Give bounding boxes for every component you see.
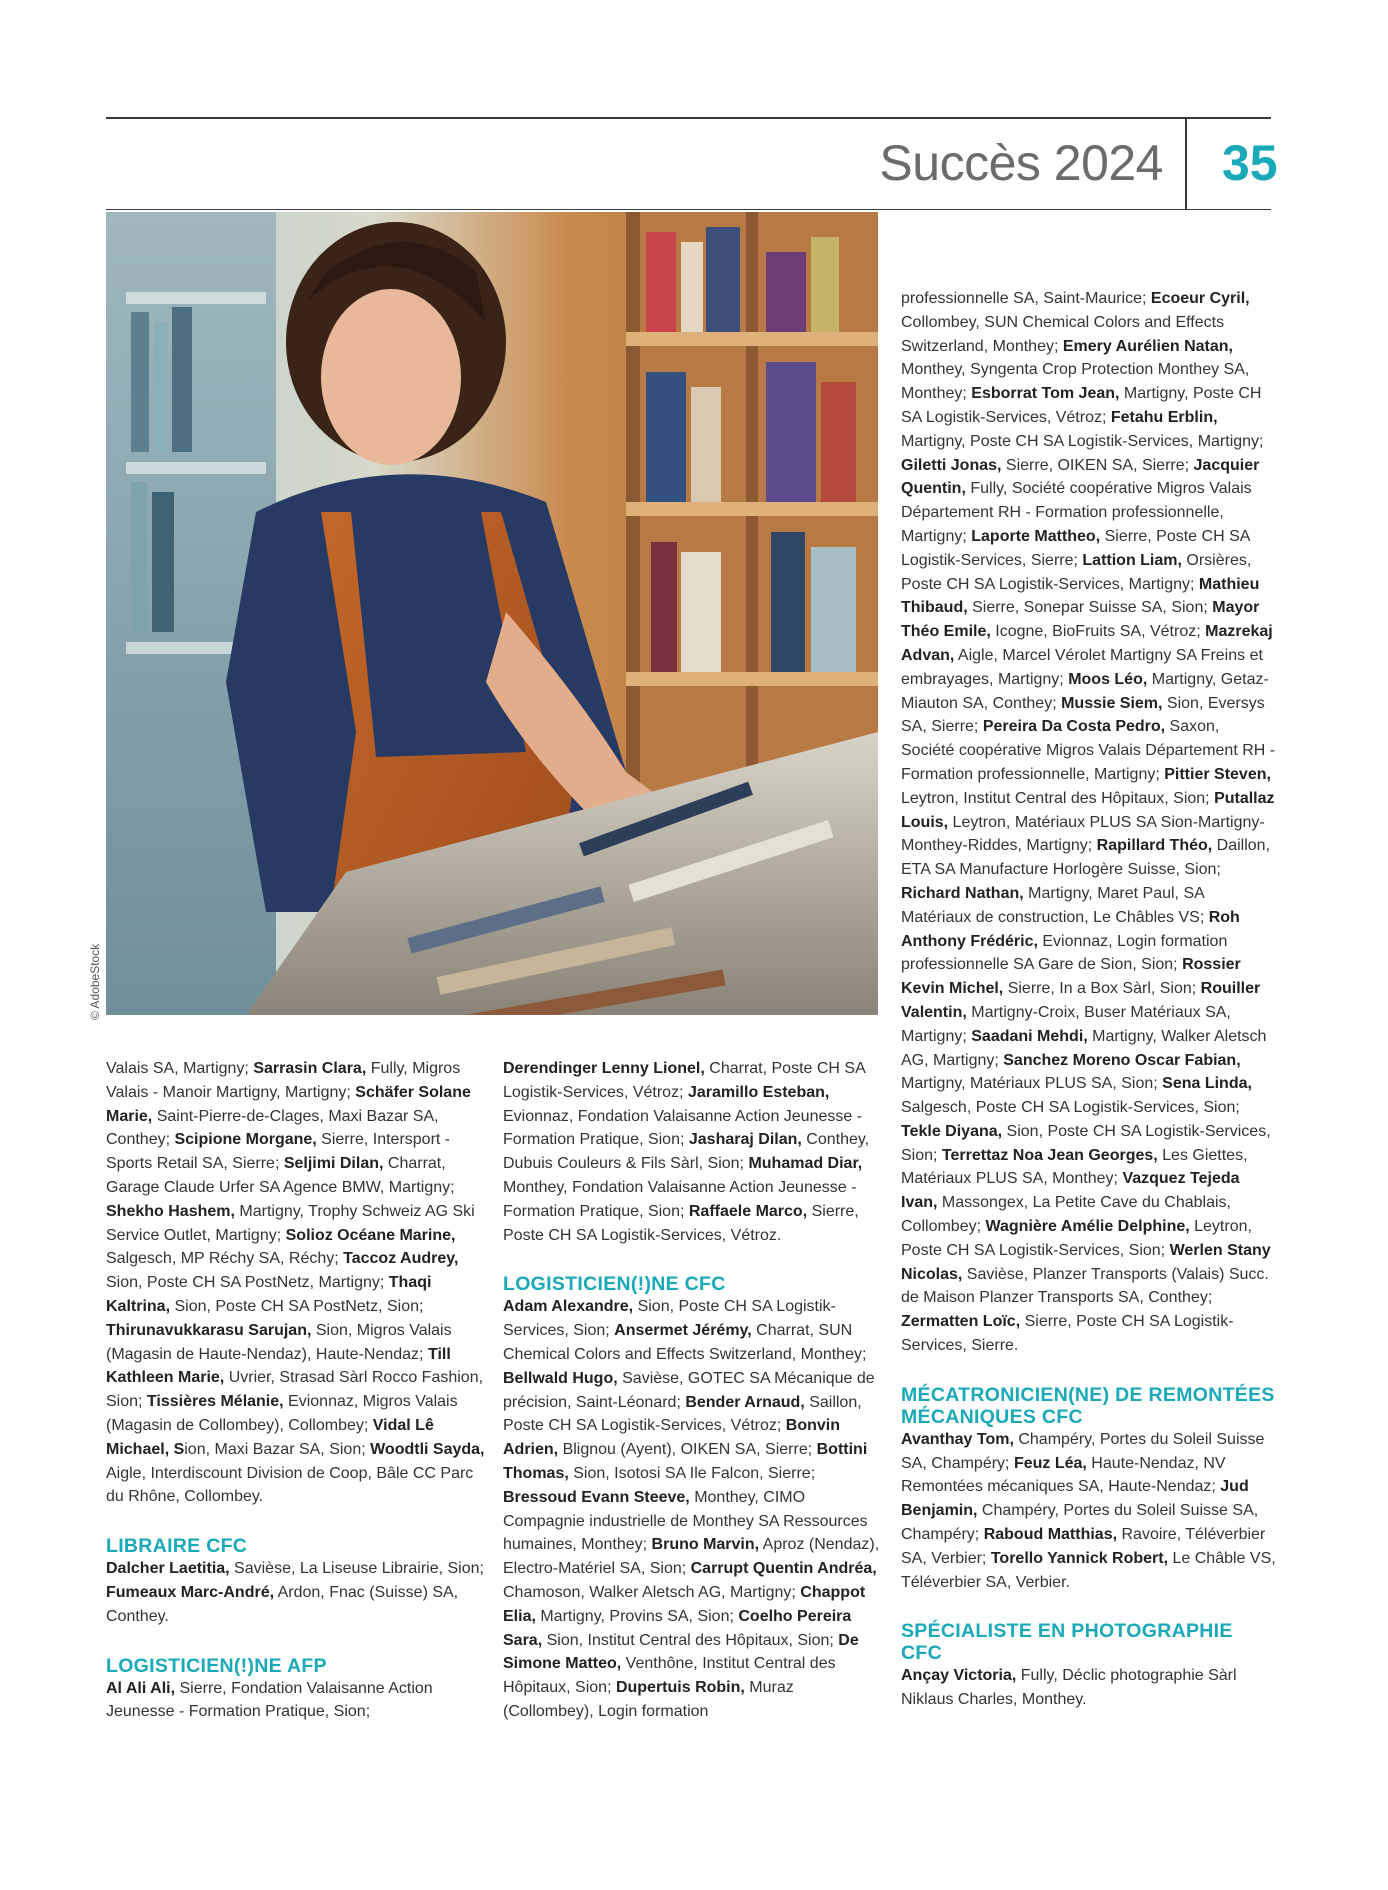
graduate-details: Monthey, Fondation Valaisanne Action Jeunesse - Formation Pratique, Sion; [503,1178,857,1220]
graduate-name: Zermatten Loïc, [901,1313,1021,1331]
graduate-details: Fully, Déclic photographie Sàrl Niklaus Charles, Monthey. [901,1667,1237,1709]
entry-paragraph [106,1557,486,1628]
graduate-details: Sierre, Intersport - Sports Retail SA, Sierre; [106,1131,451,1173]
graduate-details: Evionnaz, Migros Valais (Magasin de Collombey), Collombey; [106,1393,458,1434]
graduate-details: Aigle, Marcel Vérolet Martigny SA Freins et embrayages, Martigny; [901,646,1263,688]
graduate-name: Muhamad Diar, [748,1155,863,1173]
graduate-details: Savièse, GOTEC SA Mécanique de précision, Saint-Léonard; [503,1369,875,1411]
graduate-name: Mazrekaj Advan, [901,623,1273,664]
graduate-name: Wagnière Amélie Delphine, [985,1218,1190,1236]
graduate-name: Rouiller Valentin, [901,980,1261,1021]
graduate-name: Coelho Pereira Sara, [503,1607,852,1649]
graduate-details: ion, Maxi Bazar SA, Sion; [184,1440,371,1458]
graduate-name: Thirunavukkarasu Sarujan, [106,1321,312,1339]
graduate-details: Salgesch, Poste CH SA Logistik-Services, Sion; [901,1099,1240,1117]
graduate-details: Sion, Isotosi SA Ile Falcon, Sierre; [568,1464,816,1482]
graduate-name: Rapillard Théo, [1096,837,1213,855]
graduate-name: Sarrasin Clara, [253,1060,367,1077]
graduate-name: Esborrat Tom Jean, [971,385,1120,403]
graduate-name: Carrupt Quentin Andréa, [690,1560,877,1578]
graduate-details: Savièse, La Liseuse Librairie, Sion; [229,1560,484,1578]
graduate-details: Aigle, Interdiscount Division de Coop, Bâle CC Parc du Rhône, Collombey. [106,1464,474,1506]
graduate-details: Sierre, Sonepar Suisse SA, Sion; [967,599,1213,617]
graduate-name: Raboud Matthias, [983,1526,1118,1544]
graduate-name: Werlen Stany Nicolas, [901,1241,1271,1283]
graduate-details: Les Giettes, Matériaux PLUS SA, Monthey; [901,1146,1248,1188]
graduate-name: Saadani Mehdi, [971,1027,1088,1045]
graduate-details: Daillon, ETA SA Manufacture Horlogère Suisse, Sion; [901,837,1271,879]
graduate-name: Al Ali Ali, [106,1679,176,1697]
graduate-name: Ecoeur Cyril, [1150,290,1250,307]
graduate-details: Venthône, Institut Central des Hôpitaux, Sion; [503,1655,836,1697]
photo-credit: © AdobeStock [88,943,102,1020]
graduate-name: Sanchez Moreno Oscar Fabian, [1003,1051,1241,1069]
graduate-name: Taccoz Audrey, [343,1250,459,1268]
graduate-name: Feuz Léa, [1013,1454,1087,1472]
graduate-details: Le Châble VS, Téléverbier SA, Verbier. [901,1549,1276,1591]
graduate-details: Charrat, Garage Claude Urfer SA Agence BMW, Martigny; [106,1155,455,1196]
graduate-name: Bressoud Evann Steeve, [503,1488,690,1506]
section-heading: SPÉCIALISTE EN PHOTOGRAPHIE CFC [901,1620,1233,1665]
graduate-details: Fully, Migros Valais - Manoir Martigny, Martigny; [106,1060,461,1101]
graduate-name: Jaramillo Esteban, [687,1083,830,1101]
graduate-details: Ravoire, Téléverbier SA, Verbier; [901,1526,1266,1567]
graduate-details: Sierre, In a Box Sàrl, Sion; [1003,980,1201,998]
graduate-details: Sierre, Fondation Valaisanne Action Jeunesse - Formation Pratique, Sion; [106,1679,433,1721]
graduate-details: Aproz (Nendaz), Electro-Matériel SA, Sion; [503,1536,880,1578]
graduate-details: Martigny, Poste CH SA Logistik-Services, Martigny; [901,432,1264,450]
graduate-name: Bellwald Hugo, [503,1369,618,1387]
graduate-details: Sierre, Poste CH SA Logistik-Services, Sierre. [901,1313,1234,1355]
graduate-details: Saxon, Société coopérative Migros Valais Département RH - Formation professionnelle, Martigny; [901,718,1276,783]
graduate-details: Sion, Poste CH SA Logistik-Services, Sion; [503,1298,836,1340]
section-title: Succès 2024 [879,135,1163,191]
graduate-details: Monthey, CIMO Compagnie industrielle de Monthey SA Ressources humaines, Monthey; [503,1488,868,1554]
graduate-details: Charrat, Poste CH SA Logistik-Services, Vétroz; [503,1060,865,1101]
graduate-details: Martigny, Maret Paul, SA Matériaux de construction, Le Châbles VS; [901,884,1209,926]
header-top-rule [106,117,1271,119]
graduate-name: Jacquier Quentin, [901,456,1260,498]
graduate-name: Pereira Da Costa Pedro, [982,718,1166,736]
graduate-name: Roh Anthony Frédéric, [901,908,1240,950]
graduate-details: Salgesch, MP Réchy SA, Réchy; [106,1250,344,1268]
graduate-details: Martigny, Poste CH SA Logistik-Services, Vétroz; [901,385,1262,426]
graduate-details: Savièse, Planzer Transports (Valais) Succ. de Maison Planzer Transports SA, Conthey; [901,1265,1269,1307]
graduate-name: Ansermet Jérémy, [614,1322,752,1340]
graduate-details: professionnelle SA, Saint-Maurice; [901,290,1151,307]
graduate-name: Mathieu Thibaud, [901,575,1260,617]
graduate-details: Saint-Pierre-de-Clages, Maxi Bazar SA, Conthey; [106,1107,439,1149]
column-1 [106,1057,486,1750]
graduate-details: Saillon, Poste CH SA Logistik-Services, Vétroz; [503,1393,862,1435]
graduate-name: Solioz Océane Marine, [285,1226,456,1244]
graduate-details: Sion, Institut Central des Hôpitaux, Sion; [542,1631,839,1649]
column-2 [503,1057,883,1750]
graduate-name: Bender Arnaud, [685,1393,805,1411]
column-3 [901,287,1276,1738]
graduate-details: Sion, Poste CH SA PostNetz, Sion; [170,1297,424,1315]
header-bottom-rule [106,209,1271,210]
graduate-name: Laporte Mattheo, [971,527,1101,545]
graduate-details: Ardon, Fnac (Suisse) SA, Conthey. [106,1583,459,1625]
graduate-name: Torello Yannick Robert, [990,1549,1169,1567]
entry-paragraph [901,1664,1276,1712]
graduate-name: Vazquez Tejeda Ivan, [901,1170,1240,1212]
graduate-details: Haute-Nendaz, NV Remontées mécaniques SA, Haute-Nendaz; [901,1454,1226,1496]
graduate-details: Charrat, SUN Chemical Colors and Effects Switzerland, Monthey; [503,1322,867,1363]
graduate-name: Rossier Kevin Michel, [901,956,1241,998]
section-heading: MÉCATRONICIEN(NE) DE REMONTÉES MÉCANIQUES CFC [901,1383,1275,1428]
section-heading: LOGISTICIEN(!)NE AFP [106,1654,327,1677]
graduate-name: Shekho Hashem, [106,1202,235,1220]
graduate-name: Richard Nathan, [901,884,1024,902]
graduate-name: Dupertuis Robin, [615,1679,745,1697]
graduate-details: Monthey, Syngenta Crop Protection Monthey SA, Monthey; [901,361,1250,403]
graduate-details: Icogne, BioFruits SA, Vétroz; [990,623,1206,641]
graduate-name: Giletti Jonas, [901,456,1002,474]
graduate-name: Tissières Mélanie, [146,1393,284,1411]
entry-paragraph [106,1057,486,1509]
graduate-details: Martigny, Provins SA, Sion; [535,1607,739,1625]
graduate-details: Sion, Migros Valais (Magasin de Haute-Nendaz), Haute-Nendaz; [106,1321,452,1363]
graduate-name: Tekle Diyana, [901,1122,1003,1140]
page-number: 35 [1222,135,1278,191]
graduate-details: Sierre, Poste CH SA Logistik-Services, Vétroz. [503,1202,859,1244]
graduate-name: Jasharaj Dilan, [688,1131,802,1149]
entry-paragraph [901,1428,1276,1595]
graduate-name: Jud Benjamin, [901,1478,1249,1520]
graduate-name: Chappot Elia, [503,1583,866,1625]
graduate-details: Martigny, Walker Aletsch AG, Martigny; [901,1027,1267,1069]
entry-paragraph [106,1677,486,1725]
graduate-details: Sion, Poste CH SA Logistik-Services, Sion; [901,1122,1271,1164]
entry-paragraph [901,287,1276,1358]
graduate-name: Bonvin Adrien, [503,1417,840,1459]
graduate-details: Martigny-Croix, Buser Matériaux SA, Martigny; [901,1003,1231,1045]
graduate-details: Leytron, Poste CH SA Logistik-Services, Sion; [901,1218,1252,1259]
graduate-details: Orsières, Poste CH SA Logistik-Services, Martigny; [901,551,1252,593]
graduate-details: Sierre, OIKEN SA, Sierre; [1001,456,1194,474]
graduate-details: Conthey, Dubuis Couleurs & Fils Sàrl, Sion; [503,1131,870,1173]
graduate-name: Bruno Marvin, [651,1536,760,1554]
graduate-name: Dalcher Laetitia, [106,1560,230,1578]
graduate-name: Vidal Lê Michael, S [106,1416,434,1458]
graduate-name: De Simone Matteo, [503,1631,859,1673]
graduate-name: Emery Aurélien Natan, [1062,337,1233,355]
graduate-name: Raffaele Marco, [688,1202,808,1220]
graduate-details: Valais SA, Martigny; [106,1060,254,1077]
graduate-details: Evionnaz, Fondation Valaisanne Action Jeunesse - Formation Pratique, Sion; [503,1107,863,1149]
graduate-name: Scipione Morgane, [174,1131,317,1149]
graduate-name: Moos Léo, [1068,670,1148,688]
graduate-name: Pittier Steven, [1164,765,1271,783]
graduate-details: Blignou (Ayent), OIKEN SA, Sierre; [558,1441,817,1459]
graduate-name: Avanthay Tom, [901,1430,1014,1448]
graduate-name: Bottini Thomas, [503,1441,868,1482]
graduate-details: Martigny, Getaz-Miauton SA, Conthey; [901,670,1269,712]
graduate-details: Uvrier, Strasad Sàrl Rocco Fashion, Sion; [106,1369,484,1411]
graduate-name: Ançay Victoria, [901,1667,1017,1685]
entry-paragraph [503,1057,883,1247]
graduate-name: Thaqi Kaltrina, [106,1274,432,1315]
graduate-details: Champéry, Portes du Soleil Suisse SA, Champéry; [901,1430,1265,1472]
entry-paragraph [503,1295,883,1723]
graduate-details: Chamoson, Walker Aletsch AG, Martigny; [503,1583,801,1601]
graduate-name: Schäfer Solane Marie, [106,1083,471,1125]
graduate-details: Martigny, Trophy Schweiz AG Ski Service Outlet, Martigny; [106,1202,475,1244]
header-separator [1185,117,1187,210]
graduate-details: Muraz (Collombey), Login formation [503,1679,794,1720]
section-heading: LOGISTICIEN(!)NE CFC [503,1273,726,1296]
graduate-name: Terrettaz Noa Jean Georges, [941,1146,1158,1164]
graduate-name: Putallaz Louis, [901,789,1275,831]
graduate-details: Leytron, Institut Central des Hôpitaux, Sion; [901,789,1215,807]
graduate-name: Till Kathleen Marie, [106,1345,451,1387]
graduate-details: Leytron, Matériaux PLUS SA Sion-Martigny-Monthey-Riddes, Martigny; [901,813,1265,855]
section-heading: LIBRAIRE CFC [106,1535,248,1558]
graduate-name: Seljimi Dilan, [283,1155,384,1173]
graduate-details: Fully, Société coopérative Migros Valais Département RH - Formation professionnelle, Martigny; [901,480,1252,545]
graduate-details: Massongex, La Petite Cave du Chablais, Collombey; [901,1194,1231,1236]
graduate-details: Sion, Eversys SA, Sierre; [901,694,1265,736]
graduate-name: Derendinger Lenny Lionel, [503,1060,705,1077]
graduate-name: Fetahu Erblin, [1110,408,1218,426]
graduate-name: Mayor Théo Emile, [901,599,1260,641]
graduate-details: Sion, Poste CH SA PostNetz, Martigny; [106,1274,389,1292]
graduate-name: Sena Linda, [1162,1075,1252,1093]
graduate-details: Evionnaz, Login formation professionnelle SA Gare de Sion, Sion; [901,932,1228,974]
graduate-details: Martigny, Matériaux PLUS SA, Sion; [901,1075,1163,1093]
graduate-name: Woodtli Sayda, [370,1440,485,1458]
graduate-name: Lattion Liam, [1082,551,1182,569]
bookstore-photo [106,212,878,1015]
graduate-details: Champéry, Portes du Soleil Suisse SA, Champéry; [901,1502,1259,1544]
graduate-name: Adam Alexandre, [503,1298,634,1316]
graduate-details: Sierre, Poste CH SA Logistik-Services, Sierre; [901,527,1250,569]
graduate-name: Fumeaux Marc-André, [106,1583,275,1601]
graduate-name: Mussie Siem, [1061,694,1163,712]
graduate-details: Collombey, SUN Chemical Colors and Effects Switzerland, Monthey; [901,313,1225,355]
